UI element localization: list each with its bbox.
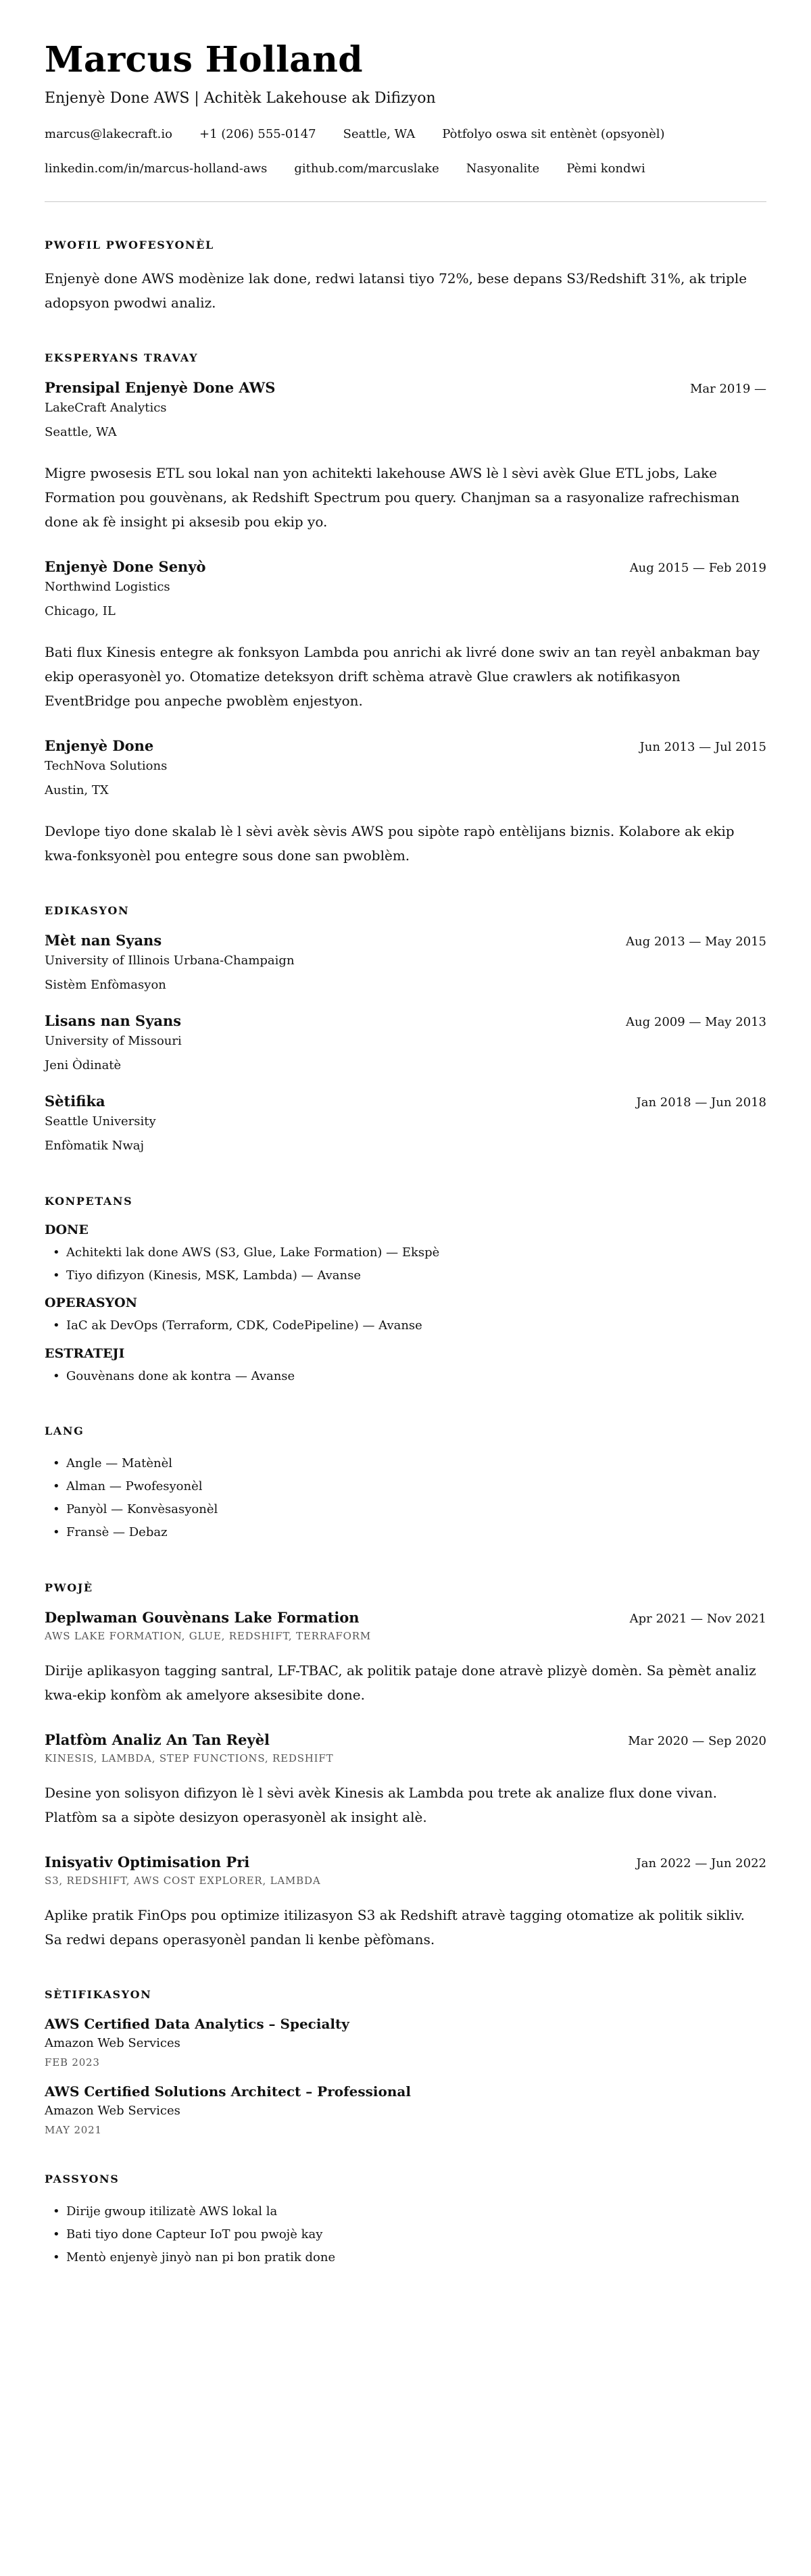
skill-item: • IaC ak DevOps (Terraform, CDK, CodePipeline) — Avanse <box>45 1314 766 1337</box>
project-title: Deplwaman Gouvènans Lake Formation <box>45 1608 360 1626</box>
job-description: Devlope tiyo done skalab lè l sèvi avèk sèvis AWS pou sipòte rapò entèlijans biznis. Kolabore ak ekip kwa-fonksyonèl pou entegre sous done san pwoblèm. <box>45 823 735 864</box>
skill-group <box>45 1222 766 1287</box>
language-item: • Fransè — Debaz <box>45 1521 766 1544</box>
job-location: Chicago, IL <box>45 604 116 618</box>
education-item <box>45 1093 766 1158</box>
resume-header <box>45 39 766 202</box>
contact-row-2 <box>45 162 766 176</box>
project-tech-stack: AWS LAKE FORMATION, GLUE, REDSHIFT, TERRAFORM <box>45 1629 371 1642</box>
project-dates: Apr 2021 — Nov 2021 <box>629 1611 766 1626</box>
field-of-study: Enfòmatik Nwaj <box>45 1139 145 1153</box>
location-text: Seattle, WA <box>343 127 416 141</box>
school-name: University of Illinois Urbana-Champaign <box>45 953 295 968</box>
school-name: Seattle University <box>45 1114 156 1129</box>
project-item <box>45 1731 766 1829</box>
project-title: Platfòm Analiz An Tan Reyèl <box>45 1731 270 1748</box>
github-text: github.com/marcuslake <box>294 162 439 176</box>
field-of-study: Jeni Òdinatè <box>45 1058 122 1072</box>
education-item <box>45 932 766 997</box>
contact-row-1 <box>45 127 766 141</box>
passion-item: • Dirije gwoup itilizatè AWS lokal la <box>45 2200 766 2223</box>
education-dates: Aug 2013 — May 2015 <box>626 935 766 949</box>
language-item: • Panyòl — Konvèsasyonèl <box>45 1498 766 1521</box>
section-education <box>45 904 766 1158</box>
skill-item: • Tiyo difizyon (Kinesis, MSK, Lambda) — Avanse <box>45 1264 766 1287</box>
certification-item <box>45 2083 766 2136</box>
experience-heading: EKSPERYANS TRAVAY <box>45 351 199 364</box>
project-description: Dirije aplikasyon tagging santral, LF-TBAC, ak politik pataje done atravè plizyè domèn. Sa pèmèt analiz kwa-ekip konfòm ak amelyore aksesibite done. <box>45 1662 756 1703</box>
section-languages <box>45 1425 766 1545</box>
job-company: Northwind Logistics <box>45 580 170 594</box>
section-projects <box>45 1581 766 1952</box>
certification-date: MAY 2021 <box>45 2123 102 2136</box>
person-name: Marcus Holland <box>45 39 363 80</box>
nationality-placeholder-text: Nasyonalite <box>466 162 540 176</box>
passion-item: • Mentò enjenyè jinyò nan pi bon pratik done <box>45 2246 766 2269</box>
experience-item <box>45 737 766 868</box>
section-certifications <box>45 1988 766 2136</box>
field-of-study: Sistèm Enfòmasyon <box>45 978 166 992</box>
profile-text: Enjenyè done AWS modènize lak done, redwi latansi tiyo 72%, bese depans S3/Redshift 31%, ak triple adopsyon pwodwi analiz. <box>45 270 747 311</box>
skill-list <box>45 1365 766 1388</box>
experience-item-head <box>45 558 766 575</box>
skills-heading: KONPETANS <box>45 1195 133 1208</box>
job-description: Bati flux Kinesis entegre ak fonksyon Lambda pou anrichi ak livré done swiv an tan reyèl anbakman bay ekip operasyonèl yo. Otomatize deteksyon drift schèma atravè Glue crawlers ak notifikasyon EventBridge pou anpeche pwoblèm enjestyon. <box>45 644 760 709</box>
project-description: Aplike pratik FinOps pou optimize itilizasyon S3 ak Redshift atravè tagging otomatize ak politik sikliv. Sa redwi depans operasyonèl pandan li kenbe pèfòmans. <box>45 1906 745 1948</box>
projects-heading: PWOJÈ <box>45 1581 93 1594</box>
skill-list <box>45 1241 766 1287</box>
skill-group-name: ESTRATEJI <box>45 1345 125 1361</box>
email-text: marcus@lakecraft.io <box>45 127 172 141</box>
project-description: Desine yon solisyon difizyon lè l sèvi avèk Kinesis ak Lambda pou trete ak analize flux done vivan. Platfòm sa a sipòte desizyon operasyonèl ak insight alè. <box>45 1784 717 1825</box>
job-dates: Mar 2019 — <box>689 382 766 396</box>
section-experience <box>45 351 766 868</box>
job-title: Enjenyè Done Senyò <box>45 558 206 575</box>
education-dates: Jan 2018 — Jun 2018 <box>636 1095 766 1110</box>
project-title: Inisyativ Optimisation Pri <box>45 1853 250 1871</box>
skill-group <box>45 1346 766 1388</box>
skill-item: • Gouvènans done ak kontra — Avanse <box>45 1365 766 1388</box>
passions-heading: PASSYONS <box>45 2172 120 2185</box>
education-dates: Aug 2009 — May 2013 <box>626 1015 766 1029</box>
skill-group-name: DONE <box>45 1222 89 1237</box>
job-title: Prensipal Enjenyè Done AWS <box>45 379 276 396</box>
project-item <box>45 1609 766 1707</box>
certification-item <box>45 2016 766 2069</box>
job-dates: Aug 2015 — Feb 2019 <box>629 561 766 575</box>
degree-title: Sètifika <box>45 1093 105 1110</box>
job-company: TechNova Solutions <box>45 759 168 773</box>
certifications-heading: SÈTIFIKASYON <box>45 1987 152 2001</box>
education-heading: EDIKASYON <box>45 904 130 917</box>
education-item-head <box>45 1012 766 1029</box>
job-location: Austin, TX <box>45 783 109 797</box>
skill-list <box>45 1314 766 1337</box>
experience-item-head <box>45 737 766 754</box>
passion-item: • Bati tiyo done Capteur IoT pou pwojè kay <box>45 2223 766 2246</box>
linkedin-text: linkedin.com/in/marcus-holland-aws <box>45 162 268 176</box>
certification-date: FEB 2023 <box>45 2056 100 2069</box>
project-item-head <box>45 1609 766 1626</box>
project-tech-stack: S3, REDSHIFT, AWS COST EXPLORER, LAMBDA <box>45 1874 321 1887</box>
driving-license-placeholder-text: Pèmi kondwi <box>566 162 645 176</box>
job-location: Seattle, WA <box>45 425 117 439</box>
project-dates: Mar 2020 — Sep 2020 <box>628 1733 766 1748</box>
certification-issuer: Amazon Web Services <box>45 2103 180 2118</box>
degree-title: Mèt nan Syans <box>45 932 162 949</box>
education-item-head <box>45 932 766 949</box>
section-profile <box>45 239 766 315</box>
languages-heading: LANG <box>45 1424 84 1437</box>
education-item-head <box>45 1093 766 1110</box>
passion-list <box>45 2200 766 2270</box>
skill-item: • Achitekti lak done AWS (S3, Glue, Lake Formation) — Ekspè <box>45 1241 766 1264</box>
certification-issuer: Amazon Web Services <box>45 2035 180 2050</box>
skill-group <box>45 1295 766 1337</box>
degree-title: Lisans nan Syans <box>45 1012 182 1029</box>
project-tech-stack: KINESIS, LAMBDA, STEP FUNCTIONS, REDSHIFT <box>45 1752 334 1764</box>
job-description: Migre pwosesis ETL sou lokal nan yon achitekti lakehouse AWS lè l sèvi avèk Glue ETL jobs, Lake Formation pou gouvènans, ak Redshift Spectrum pou query. Chanjman sa a rasyonalize rafrechisman done ak fè insight pi aksesib pou ekip yo. <box>45 465 740 530</box>
project-item-head <box>45 1731 766 1748</box>
section-skills <box>45 1195 766 1388</box>
section-passions <box>45 2173 766 2270</box>
experience-item-head <box>45 379 766 396</box>
experience-item <box>45 558 766 713</box>
phone-text: +1 (206) 555-0147 <box>199 127 316 141</box>
project-item-head <box>45 1854 766 1871</box>
language-item: • Angle — Matènèl <box>45 1452 766 1475</box>
project-item <box>45 1854 766 1952</box>
portfolio-placeholder-text: Pòtfolyo oswa sit entènèt (opsyonèl) <box>442 127 665 141</box>
language-list <box>45 1452 766 1545</box>
project-dates: Jan 2022 — Jun 2022 <box>636 1856 766 1871</box>
certification-title: AWS Certified Solutions Architect – Professional <box>45 2083 411 2100</box>
language-item: • Alman — Pwofesyonèl <box>45 1475 766 1498</box>
education-item <box>45 1012 766 1078</box>
job-dates: Jun 2013 — Jul 2015 <box>639 740 766 754</box>
skill-group-name: OPERASYON <box>45 1295 138 1311</box>
experience-item <box>45 379 766 534</box>
headline: Enjenyè Done AWS | Achitèk Lakehouse ak Difizyon <box>45 90 436 107</box>
certification-title: AWS Certified Data Analytics – Specialty <box>45 2015 349 2032</box>
school-name: University of Missouri <box>45 1034 182 1048</box>
profile-heading: PWOFIL PWOFESYONÈL <box>45 239 214 251</box>
job-company: LakeCraft Analytics <box>45 401 167 415</box>
job-title: Enjenyè Done <box>45 737 154 754</box>
